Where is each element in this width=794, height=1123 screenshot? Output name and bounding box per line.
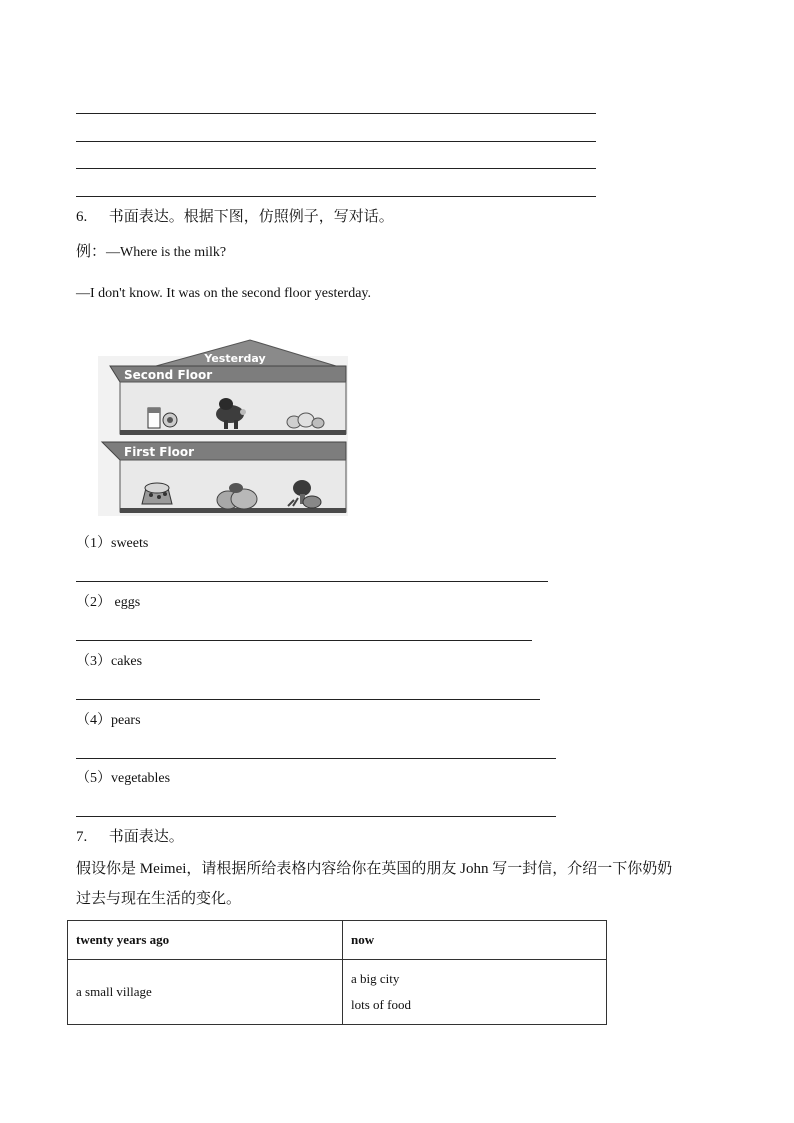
list-item: （4）pears — [76, 713, 141, 728]
answer-line — [76, 196, 596, 197]
table-row — [68, 960, 607, 1025]
question-title: 书面表达。 — [108, 829, 184, 845]
answer-line — [76, 816, 556, 817]
question-prompt-line-1: 假设你是 Meimei，请根据所给表格内容给你在英国的朋友 John 写一封信，介绍一下你奶奶 — [76, 861, 673, 877]
example-question — [76, 243, 226, 262]
table-header-now: now — [343, 921, 607, 960]
question-number: 6. — [76, 209, 88, 225]
table-cell-line: lots of food — [351, 997, 411, 1012]
store-floors-picture — [98, 338, 348, 516]
list-item: （3）cakes — [76, 654, 143, 669]
roof-label: Yesterday — [204, 352, 266, 365]
answer-line — [76, 113, 596, 114]
question-7-heading — [76, 828, 184, 846]
question-prompt-line-2: 过去与现在生活的变化。 — [76, 891, 242, 907]
second-floor-label: Second Floor — [124, 368, 213, 382]
answer-line — [76, 168, 596, 169]
example-prefix: 例： — [76, 244, 107, 260]
question-6-heading — [76, 208, 394, 226]
table-cell-now — [343, 960, 607, 1025]
comparison-table — [67, 920, 607, 1025]
list-item: （2） eggs — [76, 595, 141, 610]
table-header-row — [68, 921, 607, 960]
question-instruction: 书面表达。根据下图，仿照例子，写对话。 — [108, 209, 394, 225]
example-question-text: —Where is the milk? — [106, 245, 227, 260]
list-item: （1）sweets — [76, 536, 149, 551]
example-answer: —I don't know. It was on the second floor yesterday. — [76, 286, 372, 301]
answer-line — [76, 699, 540, 700]
answer-line — [76, 640, 532, 641]
cake-icon — [142, 483, 172, 504]
list-item: （5）vegetables — [76, 771, 171, 786]
table-cell-past: a small village — [68, 960, 343, 1025]
answer-line — [76, 581, 548, 582]
question-number: 7. — [76, 829, 88, 845]
answer-line — [76, 141, 596, 142]
table-cell-line: a big city — [351, 971, 400, 986]
first-floor-label: First Floor — [124, 445, 195, 459]
table-header-past: twenty years ago — [68, 921, 343, 960]
answer-line — [76, 758, 556, 759]
